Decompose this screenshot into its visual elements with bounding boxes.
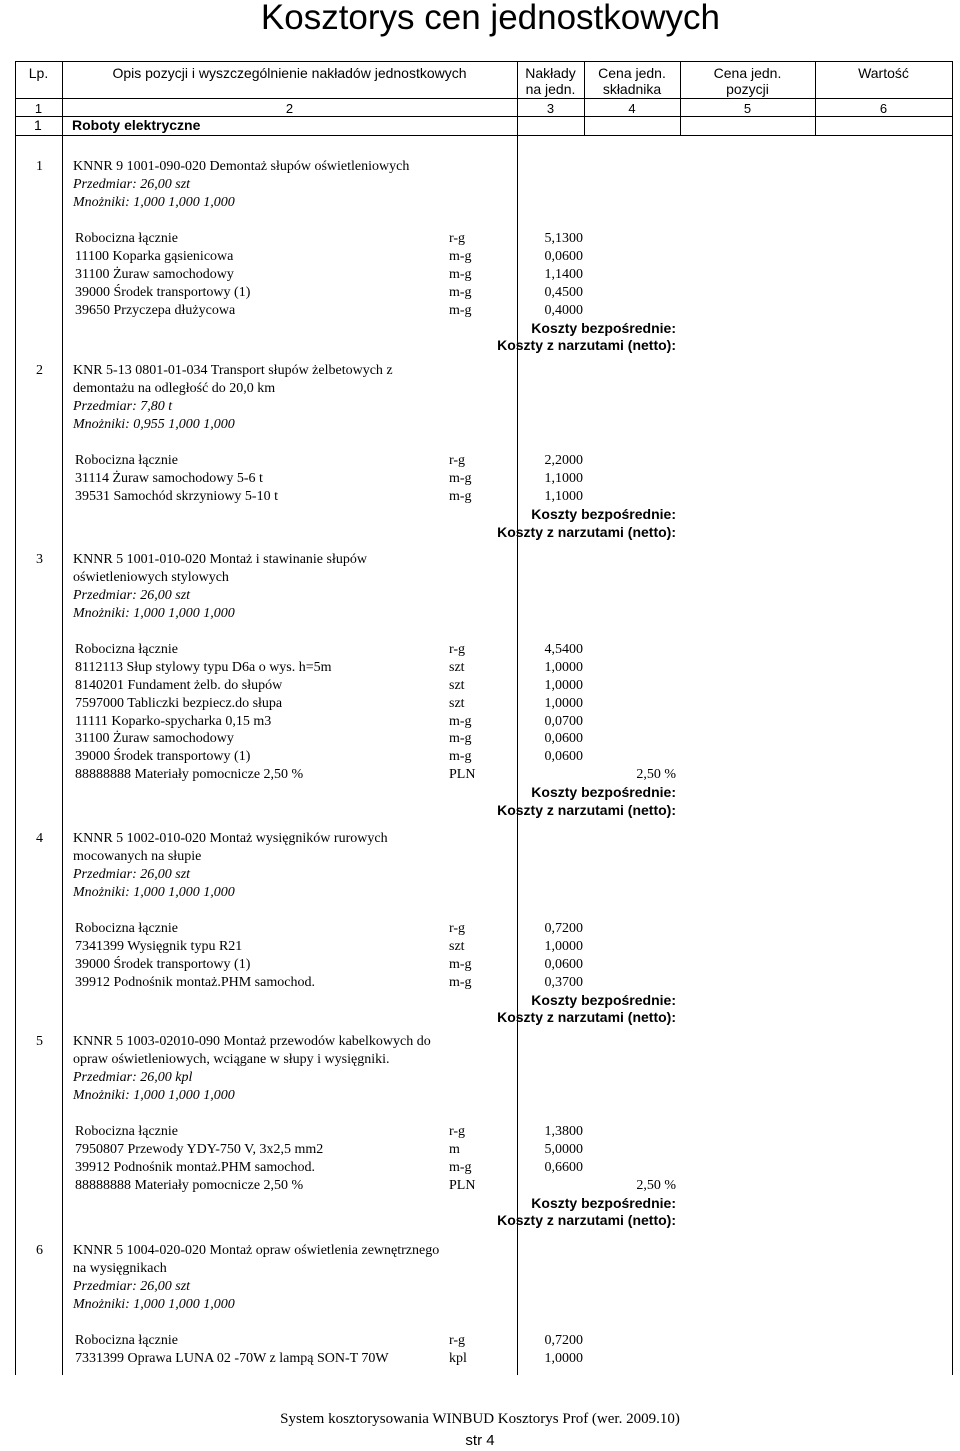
resource-unit: m — [449, 1141, 460, 1157]
header-cena-pozycji-line2: pozycji — [726, 81, 769, 97]
resource-unit: m-g — [449, 956, 472, 972]
resource-name: Robocizna łącznie — [75, 1124, 179, 1140]
resource-name: 31114 Żuraw samochodowy 5-6 t — [75, 470, 263, 486]
resource-name: Robocizna łącznie — [75, 453, 179, 469]
position-mnozniki: Mnożniki: 1,000 1,000 1,000 — [73, 1087, 235, 1103]
position-mnozniki: Mnożniki: 1,000 1,000 1,000 — [73, 1296, 235, 1312]
koszty-z-narzutami-label: Koszty z narzutami (netto): — [497, 523, 676, 540]
resource-name: 7331399 Oprawa LUNA 02 -70W z lampą SON-T 70W — [75, 1350, 389, 1366]
section-lp: 1 — [34, 117, 42, 133]
position-description: KNNR 5 1003-02010-090 Montaż przewodów kabelkowych do — [73, 1034, 431, 1049]
resource-name: 31100 Żuraw samochodowy — [75, 731, 234, 747]
position-mnozniki: Mnożniki: 1,000 1,000 1,000 — [73, 884, 235, 900]
resource-norm: 5,1300 — [544, 231, 583, 247]
resource-percent: 2,50 % — [636, 767, 676, 783]
resource-name: 39531 Samochód skrzyniowy 5-10 t — [75, 488, 278, 504]
resource-norm: 0,4500 — [544, 284, 583, 300]
position-description: demontażu na odległość do 20,0 km — [73, 380, 276, 396]
koszty-z-narzutami-label: Koszty z narzutami (netto): — [497, 801, 676, 818]
resource-name: 39650 Przyczepa dłużycowa — [75, 302, 236, 318]
resource-norm: 0,3700 — [544, 974, 583, 990]
koszty-z-narzutami-label: Koszty z narzutami (netto): — [497, 337, 676, 354]
resource-norm: 0,0600 — [544, 749, 583, 765]
resource-name: 39000 Środek transportowy (1) — [75, 956, 251, 972]
koszty-bezposrednie-label: Koszty bezpośrednie: — [531, 1194, 676, 1211]
resource-name: 39912 Podnośnik montaż.PHM samochod. — [75, 974, 315, 990]
position-przedmiar: Przedmiar: 26,00 szt — [73, 587, 191, 603]
position-mnozniki: Mnożniki: 0,955 1,000 1,000 — [73, 416, 235, 432]
resource-norm: 1,0000 — [544, 938, 583, 954]
resource-unit: r-g — [449, 921, 466, 937]
resource-name: Robocizna łącznie — [75, 231, 179, 247]
header-cena-skladnika-line1: Cena jedn. — [598, 65, 666, 81]
column-number-2: 2 — [285, 101, 294, 116]
column-number-4: 4 — [628, 101, 636, 116]
resource-name: 8112113 Słup stylowy typu D6a o wys. h=5m — [75, 659, 332, 675]
resource-unit: szt — [449, 938, 465, 954]
position-description: KNNR 5 1002-010-020 Montaż wysięgników rurowych — [73, 831, 388, 846]
column-number-1: 1 — [34, 101, 43, 116]
resource-unit: m-g — [449, 974, 472, 990]
resource-norm: 1,0000 — [544, 695, 583, 711]
resource-norm: 0,0700 — [544, 713, 583, 729]
koszty-z-narzutami-label: Koszty z narzutami (netto): — [497, 1009, 676, 1026]
resource-unit: r-g — [449, 453, 466, 469]
resource-unit: m-g — [449, 749, 472, 765]
position-lp: 2 — [36, 363, 43, 378]
header-lp: Lp. — [28, 65, 49, 81]
footer-page-number: str 4 — [465, 1432, 495, 1449]
position-lp: 5 — [36, 1034, 43, 1049]
position-przedmiar: Przedmiar: 26,00 szt — [73, 1278, 191, 1294]
resource-unit: r-g — [449, 642, 466, 658]
resource-unit: m-g — [449, 266, 472, 282]
resource-norm: 1,1000 — [544, 488, 583, 504]
resource-unit: m-g — [449, 731, 472, 747]
resource-norm: 1,1400 — [544, 266, 583, 282]
resource-name: 11111 Koparko-spycharka 0,15 m3 — [75, 713, 272, 729]
resource-name: 88888888 Materiały pomocnicze 2,50 % — [75, 1177, 304, 1193]
header-wartosc: Wartość — [858, 65, 909, 81]
resource-name: 7341399 Wysięgnik typu R21 — [75, 938, 243, 954]
resource-name: 7950807 Przewody YDY-750 V, 3x2,5 mm2 — [75, 1141, 324, 1157]
resource-unit: m-g — [449, 302, 472, 318]
position-description: KNNR 5 1004-020-020 Montaż opraw oświetlenia zewnętrznego — [73, 1243, 440, 1258]
resource-norm: 4,5400 — [544, 642, 583, 658]
position-przedmiar: Przedmiar: 26,00 szt — [73, 176, 191, 192]
position-description: oświetleniowych stylowych — [73, 569, 229, 585]
position-przedmiar: Przedmiar: 7,80 t — [73, 398, 173, 414]
resource-norm: 2,2000 — [544, 453, 583, 469]
column-number-3: 3 — [546, 101, 555, 116]
koszty-bezposrednie-label: Koszty bezpośrednie: — [531, 783, 676, 800]
column-number-6: 6 — [879, 101, 888, 116]
resource-name: 39000 Środek transportowy (1) — [75, 284, 251, 300]
resource-name: 39912 Podnośnik montaż.PHM samochod. — [75, 1159, 315, 1175]
position-description: opraw oświetleniowych, wciągane w słupy i wysięgniki. — [73, 1051, 390, 1067]
position-lp: 6 — [36, 1243, 43, 1258]
position-description: KNNR 5 1001-010-020 Montaż i stawinanie słupów — [73, 552, 367, 567]
column-number-5: 5 — [743, 101, 752, 116]
document-title: Kosztorys cen jednostkowych — [260, 0, 720, 37]
resource-norm: 0,0600 — [544, 249, 583, 265]
resource-unit: szt — [449, 677, 465, 693]
resource-unit: r-g — [449, 1124, 466, 1140]
resource-unit: PLN — [449, 1177, 476, 1193]
position-description: na wysięgnikach — [73, 1260, 167, 1276]
resource-unit: PLN — [449, 767, 476, 783]
resource-unit: m-g — [449, 713, 472, 729]
resource-name: 11100 Koparka gąsienicowa — [75, 249, 234, 265]
resource-unit: kpl — [449, 1350, 467, 1366]
resource-name: Robocizna łącznie — [75, 1333, 179, 1349]
koszty-z-narzutami-label: Koszty z narzutami (netto): — [497, 1212, 676, 1229]
resource-norm: 1,0000 — [544, 677, 583, 693]
resource-unit: m-g — [449, 249, 472, 265]
resource-unit: m-g — [449, 470, 472, 486]
resource-unit: r-g — [449, 231, 466, 247]
resource-norm: 1,0000 — [544, 1350, 583, 1366]
header-opis: Opis pozycji i wyszczególnienie nakładów jednostkowych — [112, 65, 467, 81]
position-przedmiar: Przedmiar: 26,00 kpl — [73, 1069, 193, 1085]
position-przedmiar: Przedmiar: 26,00 szt — [73, 866, 191, 882]
position-lp: 4 — [36, 831, 43, 846]
position-mnozniki: Mnożniki: 1,000 1,000 1,000 — [73, 194, 235, 210]
resource-percent: 2,50 % — [636, 1177, 676, 1193]
header-naklady-line2: na jedn. — [525, 81, 576, 97]
resource-unit: m-g — [449, 284, 472, 300]
resource-name: 31100 Żuraw samochodowy — [75, 266, 234, 282]
resource-name: 7597000 Tabliczki bezpiecz.do słupa — [75, 695, 283, 711]
resource-norm: 1,1000 — [544, 470, 583, 486]
resource-unit: szt — [449, 695, 465, 711]
resource-unit: r-g — [449, 1333, 466, 1349]
resource-norm: 0,0600 — [544, 956, 583, 972]
resource-name: Robocizna łącznie — [75, 642, 179, 658]
position-lp: 1 — [36, 159, 43, 174]
koszty-bezposrednie-label: Koszty bezpośrednie: — [531, 505, 676, 522]
resource-norm: 1,3800 — [544, 1124, 583, 1140]
resource-norm: 0,0600 — [544, 731, 583, 747]
resource-unit: szt — [449, 659, 465, 675]
section-title: Roboty elektryczne — [72, 117, 201, 133]
header-cena-skladnika-line2: składnika — [602, 81, 662, 97]
resource-name: 8140201 Fundament żelb. do słupów — [75, 677, 283, 693]
koszty-bezposrednie-label: Koszty bezpośrednie: — [531, 319, 676, 336]
position-mnozniki: Mnożniki: 1,000 1,000 1,000 — [73, 605, 235, 621]
header-naklady-line1: Nakłady — [525, 65, 576, 81]
resource-norm: 5,0000 — [544, 1141, 583, 1157]
resource-name: 39000 Środek transportowy (1) — [75, 749, 251, 765]
resource-norm: 1,0000 — [544, 659, 583, 675]
resource-unit: m-g — [449, 488, 472, 504]
header-cena-pozycji-line1: Cena jedn. — [713, 65, 782, 81]
position-description: KNNR 9 1001-090-020 Demontaż słupów oświetleniowych — [73, 159, 410, 174]
koszty-bezposrednie-label: Koszty bezpośrednie: — [531, 991, 676, 1008]
position-description: mocowanych na słupie — [73, 848, 202, 864]
resource-norm: 0,4000 — [544, 302, 583, 318]
resource-norm: 0,7200 — [544, 921, 583, 937]
position-lp: 3 — [36, 552, 43, 567]
footer-system: System kosztorysowania WINBUD Kosztorys Prof (wer. 2009.10) — [280, 1411, 680, 1427]
resource-norm: 0,6600 — [544, 1159, 583, 1175]
position-description: KNR 5-13 0801-01-034 Transport słupów żelbetowych z — [73, 363, 393, 378]
resource-norm: 0,7200 — [544, 1333, 583, 1349]
resource-name: 88888888 Materiały pomocnicze 2,50 % — [75, 767, 304, 783]
resource-unit: m-g — [449, 1159, 472, 1175]
resource-name: Robocizna łącznie — [75, 921, 179, 937]
